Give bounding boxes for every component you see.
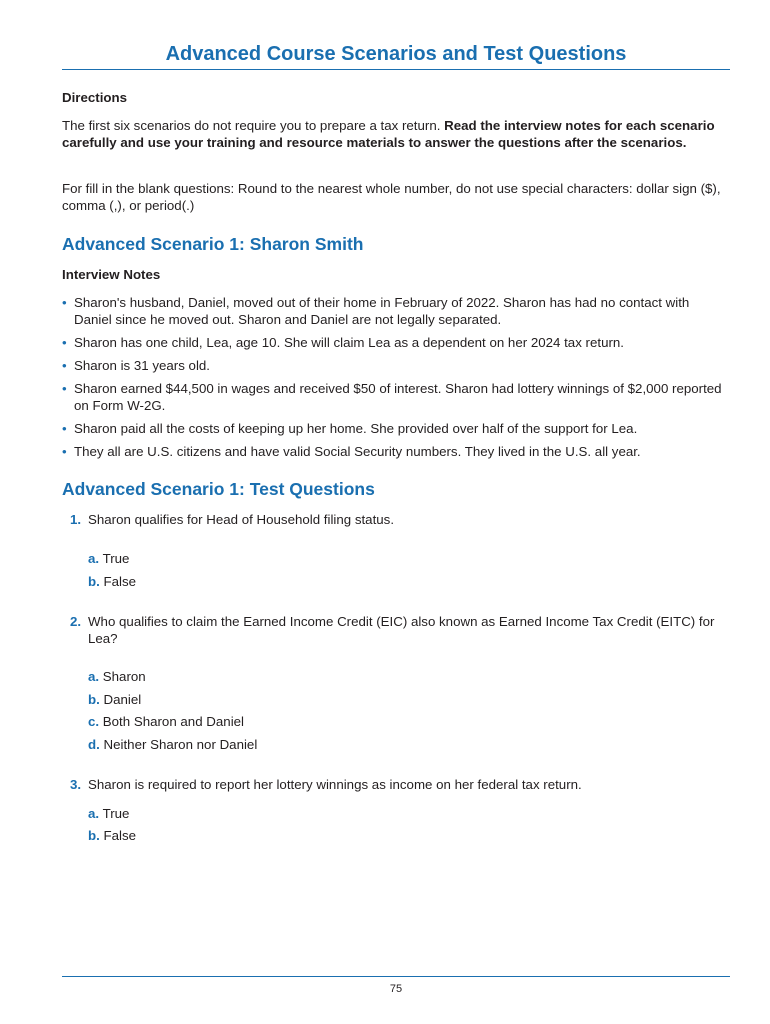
option-letter: a.	[88, 806, 100, 821]
note-item: • They all are U.S. citizens and have valid Social Security numbers. They lived in the U.S. all year.	[62, 444, 641, 459]
question-number: 2.	[70, 614, 82, 629]
directions-emphasis: Read the interview notes for each scenario carefully and use your training and resource materials to answer the questions after the scenarios.	[62, 118, 715, 150]
option-text: False	[103, 574, 137, 589]
option-text: True	[102, 551, 130, 566]
bullet-icon: •	[62, 335, 67, 350]
bullet-icon: •	[62, 381, 67, 396]
test-questions-heading: Advanced Scenario 1: Test Questions	[62, 479, 375, 499]
interview-notes-heading: Interview Notes	[62, 267, 161, 282]
question-text: Sharon is required to report her lottery winnings as income on her federal tax return.	[88, 777, 582, 792]
bullet-icon: •	[62, 444, 67, 459]
note-item: • Sharon is 31 years old.	[62, 358, 211, 373]
answer-option[interactable]	[88, 713, 244, 730]
question-number: 3.	[70, 777, 82, 792]
question-1	[62, 511, 730, 528]
note-item: • Sharon earned $44,500 in wages and received $50 of interest. Sharon had lottery winnings of $2,000 reported on Form W-2G.	[62, 381, 722, 413]
answer-option[interactable]	[88, 691, 141, 708]
answer-option[interactable]	[88, 827, 136, 844]
footer-divider	[62, 976, 730, 977]
scenario-heading: Advanced Scenario 1: Sharon Smith	[62, 234, 364, 254]
note-item: • Sharon's husband, Daniel, moved out of their home in February of 2022. Sharon has had no contact with Daniel since he moved out. Sharon and Daniel are not legally separated.	[62, 295, 690, 327]
question-3	[62, 776, 730, 793]
page-number: 75	[389, 983, 403, 995]
option-text: Both Sharon and Daniel	[102, 714, 244, 729]
option-text: True	[102, 806, 130, 821]
option-text: False	[103, 828, 137, 843]
answer-option[interactable]	[88, 550, 129, 567]
answer-option[interactable]	[88, 736, 257, 753]
directions-text: The first six scenarios do not require you to prepare a tax return.	[62, 118, 445, 133]
directions-paragraph-1	[62, 117, 730, 151]
bullet-icon: •	[62, 358, 67, 373]
option-text: Daniel	[103, 692, 142, 707]
option-letter: b.	[88, 574, 100, 589]
option-letter: b.	[88, 828, 100, 843]
question-2	[62, 613, 722, 647]
page-title: Advanced Course Scenarios and Test Questions	[165, 43, 627, 65]
bullet-icon: •	[62, 295, 67, 310]
option-text: Sharon	[102, 669, 146, 684]
option-letter: a.	[88, 669, 100, 684]
answer-option[interactable]	[88, 668, 146, 685]
question-text: Who qualifies to claim the Earned Income Credit (EIC) also known as Earned Income Tax Credit (EITC) for Lea?	[88, 614, 715, 646]
answer-option[interactable]	[88, 805, 129, 822]
bullet-icon: •	[62, 421, 67, 436]
note-item: • Sharon has one child, Lea, age 10. She will claim Lea as a dependent on her 2024 tax return.	[62, 335, 624, 350]
option-letter: d.	[88, 737, 100, 752]
question-number: 1.	[70, 512, 82, 527]
option-text: Neither Sharon nor Daniel	[103, 737, 258, 752]
option-letter: c.	[88, 714, 100, 729]
directions-heading: Directions	[62, 90, 128, 105]
directions-paragraph-2: For fill in the blank questions: Round to the nearest whole number, do not use special characters: dollar sign ($), comma (,), or period(.)	[62, 181, 721, 213]
answer-option[interactable]	[88, 573, 136, 590]
note-item: • Sharon paid all the costs of keeping up her home. She provided over half of the support for Lea.	[62, 421, 638, 436]
interview-notes	[62, 294, 722, 466]
title-divider	[62, 69, 730, 70]
question-text: Sharon qualifies for Head of Household filing status.	[88, 512, 395, 527]
option-letter: b.	[88, 692, 100, 707]
option-letter: a.	[88, 551, 100, 566]
